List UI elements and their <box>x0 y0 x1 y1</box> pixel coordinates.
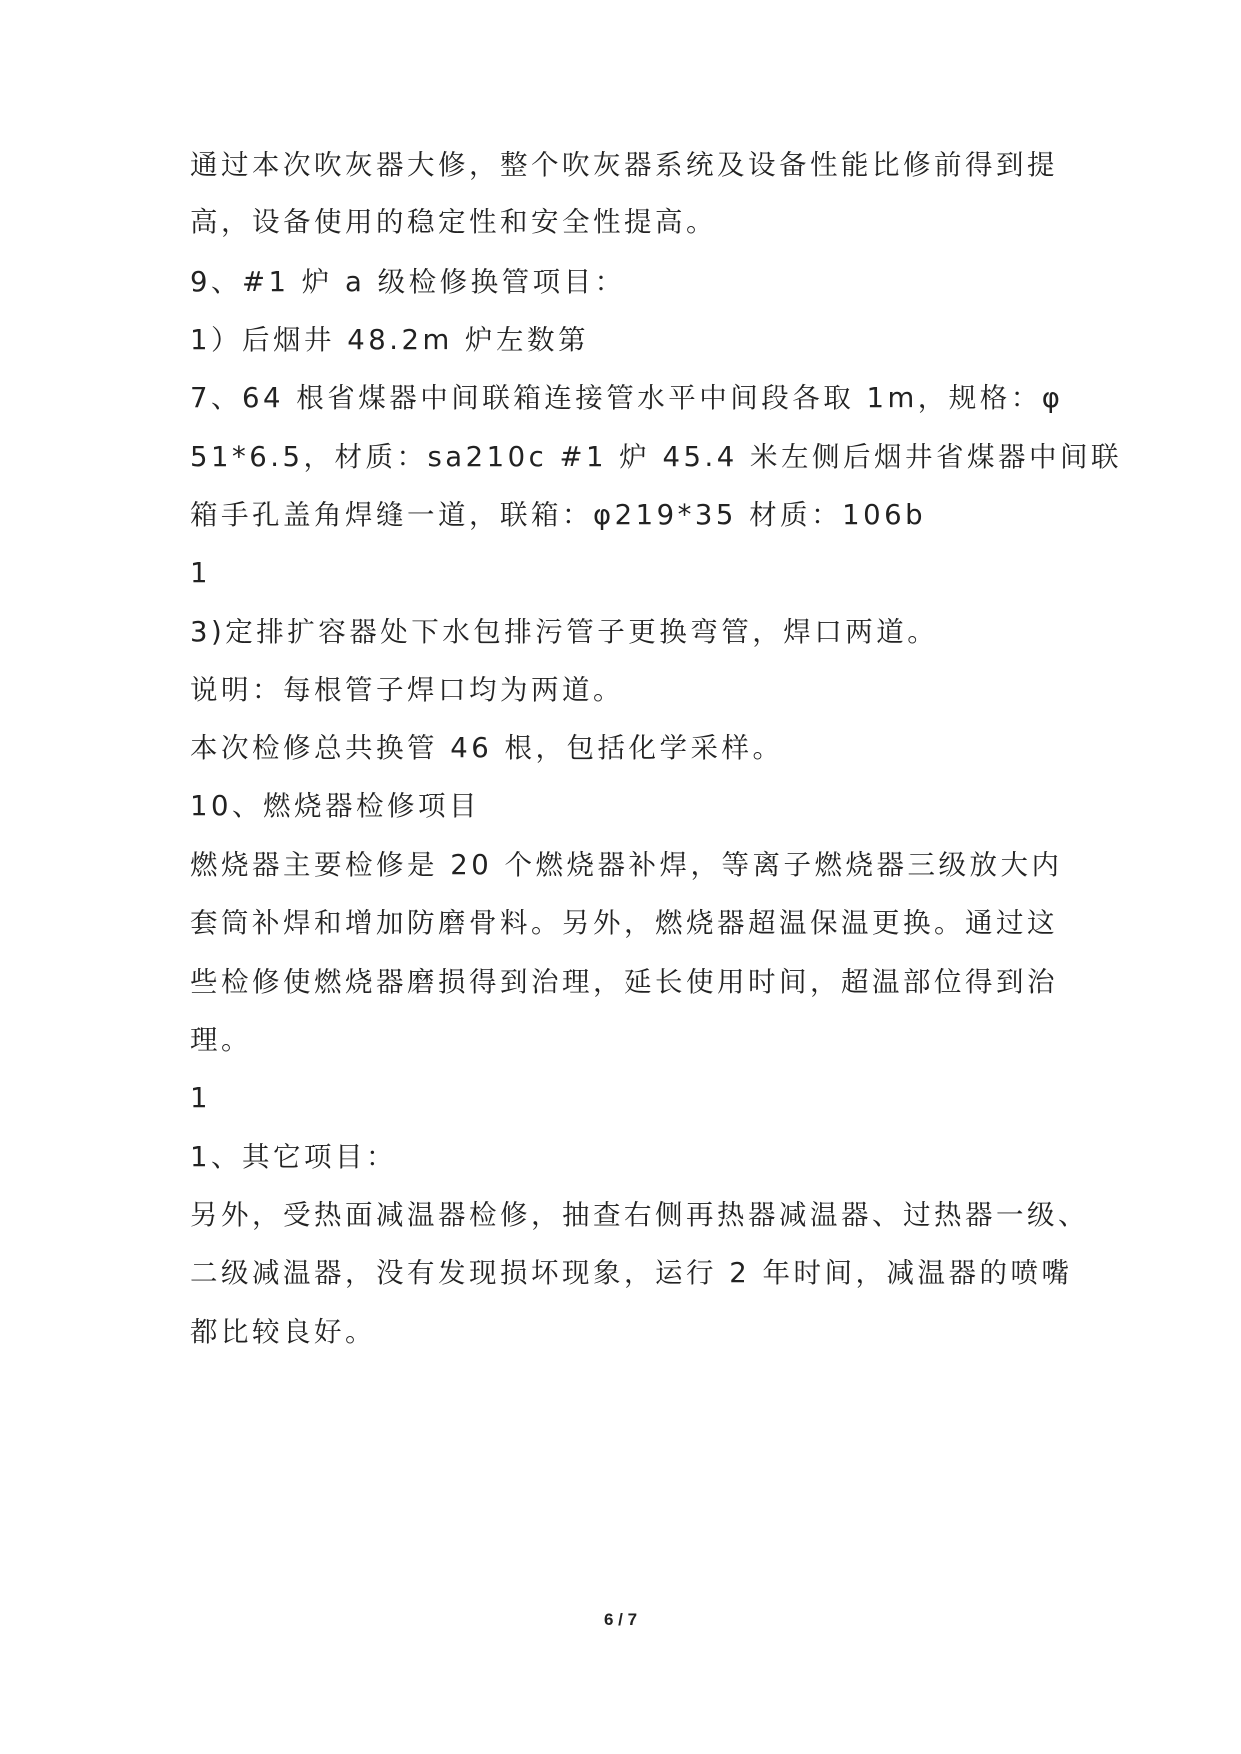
page-number: 6 / 7 <box>603 1610 638 1629</box>
text-line: 说明：每根管子焊口均为两道。 <box>190 674 624 706</box>
text-line: 本次检修总共换管 46 根，包括化学采样。 <box>190 732 784 764</box>
text-line: 7、64 根省煤器中间联箱连接管水平中间段各取 1m，规格：φ <box>190 382 1064 414</box>
text-line: 箱手孔盖角焊缝一道，联箱：φ219*35 材质：106b <box>190 499 927 531</box>
text-line: 51*6.5，材质：sa210c #1 炉 45.4 米左侧后烟井省煤器中间联 <box>190 441 1122 473</box>
text-line: 1）后烟井 48.2m 炉左数第 <box>190 324 589 356</box>
text-line: 3)定排扩容器处下水包排污管子更换弯管，焊口两道。 <box>190 616 939 648</box>
text-line: 另外，受热面减温器检修，抽查右侧再热器减温器、过热器一级、 <box>190 1199 1089 1231</box>
text-line: 10、燃烧器检修项目 <box>190 790 480 822</box>
text-line: 9、#1 炉 a 级检修换管项目： <box>190 266 626 298</box>
text-line: 1、其它项目： <box>190 1141 397 1173</box>
text-line: 理。 <box>190 1024 252 1056</box>
text-line: 1 <box>190 557 211 589</box>
text-line: 套筒补焊和增加防磨骨料。另外，燃烧器超温保温更换。通过这 <box>190 907 1058 939</box>
text-line: 都比较良好。 <box>190 1316 376 1348</box>
text-line: 1 <box>190 1082 211 1114</box>
text-line: 些检修使燃烧器磨损得到治理，延长使用时间，超温部位得到治 <box>190 966 1058 998</box>
text-line: 通过本次吹灰器大修，整个吹灰器系统及设备性能比修前得到提 <box>190 149 1058 181</box>
text-line: 高，设备使用的稳定性和安全性提高。 <box>190 206 717 238</box>
text-line: 二级减温器，没有发现损坏现象，运行 2 年时间，减温器的喷嘴 <box>190 1257 1073 1289</box>
text-line: 燃烧器主要检修是 20 个燃烧器补焊，等离子燃烧器三级放大内 <box>190 849 1063 881</box>
